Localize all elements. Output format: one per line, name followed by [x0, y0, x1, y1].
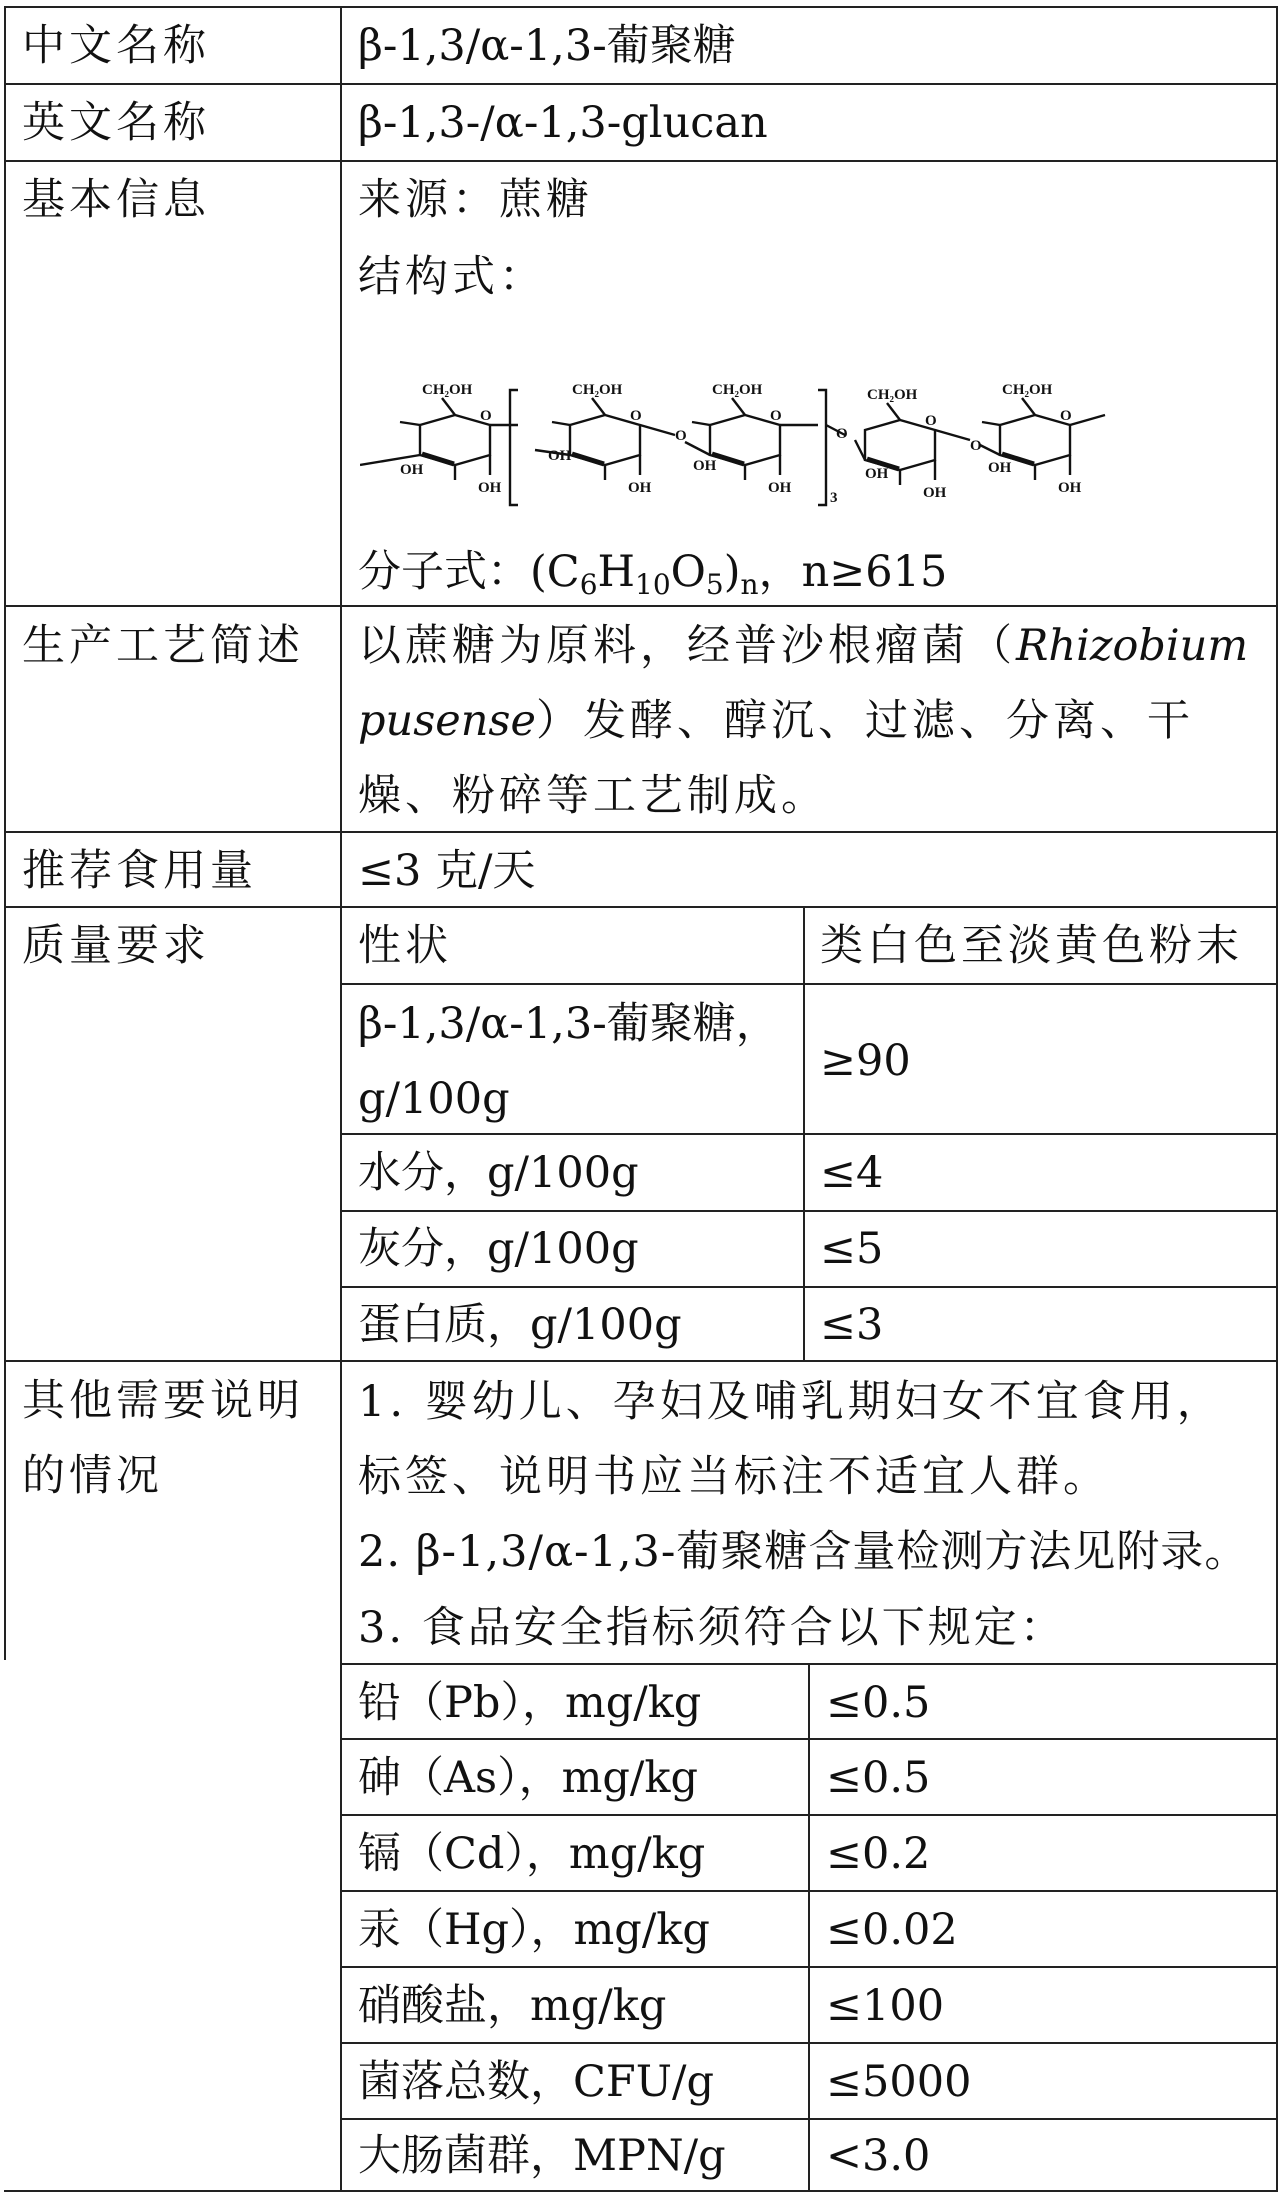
other-label-line2: 的情况	[22, 1451, 163, 1501]
quality-label: 质量要求	[22, 921, 210, 971]
quality-value: ≤3	[820, 1300, 884, 1350]
cn-name-value: β-1,3/α-1,3-葡聚糖	[358, 21, 736, 71]
process-label: 生产工艺简述	[22, 621, 304, 671]
formula-tail: ，n≥615	[758, 547, 948, 597]
ch2oh-label: CH₂OH	[1002, 382, 1053, 398]
rule-top	[4, 6, 1278, 8]
note-2: 2. β-1,3/α-1,3-葡聚糖含量检测方法见附录。	[358, 1527, 1249, 1577]
process-description	[358, 609, 1268, 834]
hydroxyl-label: OH	[548, 448, 572, 464]
ring-oxygen: O	[770, 408, 782, 424]
formula-prefix: 分子式：(C	[358, 547, 580, 597]
safety-value: ≤0.02	[826, 1905, 958, 1955]
ch2oh-label: CH₂OH	[712, 382, 763, 398]
quality-item: 性状	[358, 921, 452, 971]
info-label: 基本信息	[22, 175, 210, 225]
source-text: 来源：蔗糖	[358, 175, 593, 225]
quality-item: β-1,3/α-1,3-葡聚糖，	[358, 999, 779, 1049]
safety-item: 铅（Pb），mg/kg	[358, 1678, 702, 1728]
safety-item: 镉（Cd），mg/kg	[358, 1829, 706, 1879]
quality-item-unit: g/100g	[358, 1074, 510, 1124]
link-oxygen: O	[675, 428, 687, 444]
link-oxygen: O	[836, 426, 848, 442]
safety-item: 汞（Hg），mg/kg	[358, 1905, 710, 1955]
ch2oh-label: CH₂OH	[867, 387, 918, 403]
process-text-after: ）发酵、醇沉、过滤、分离、干燥、粉碎等工艺制成。	[358, 696, 1194, 821]
rule-safety-divider	[808, 1663, 810, 2192]
safety-item: 菌落总数，CFU/g	[358, 2057, 714, 2107]
ch2oh-label: CH₂OH	[572, 382, 623, 398]
hydroxyl-label: OH	[400, 462, 424, 478]
rule-q4	[340, 1286, 1278, 1288]
safety-value: <3.0	[826, 2131, 931, 2181]
safety-item: 硝酸盐，mg/kg	[358, 1981, 667, 2031]
formula-o-sub: 5	[705, 568, 724, 601]
safety-item: 大肠菌群，MPN/g	[358, 2131, 726, 2181]
cn-name-label: 中文名称	[22, 21, 210, 71]
quality-value: ≤5	[820, 1224, 884, 1274]
other-label-line1: 其他需要说明	[22, 1376, 304, 1426]
rule-left	[4, 6, 6, 1660]
safety-value: ≤0.5	[826, 1678, 931, 1728]
molecular-formula	[358, 548, 947, 609]
rule-q1	[340, 983, 1278, 985]
hydroxyl-label: OH	[988, 460, 1012, 476]
hydroxyl-label: OH	[1058, 480, 1082, 496]
organism-name: Rhizobium pusense	[358, 621, 1249, 746]
safety-value: ≤0.2	[826, 1829, 931, 1879]
ch2oh-label: CH₂OH	[422, 382, 473, 398]
rule-row1	[4, 83, 1278, 85]
rule-label-divider	[340, 6, 342, 2192]
hydroxyl-label: OH	[628, 480, 652, 496]
safety-item: 砷（As），mg/kg	[358, 1753, 698, 1803]
rule-bottom	[4, 2190, 1278, 2192]
intake-label: 推荐食用量	[22, 846, 257, 896]
en-name-label: 英文名称	[22, 98, 210, 148]
quality-value: 类白色至淡黄色粉末	[820, 921, 1243, 971]
hydroxyl-label: OH	[693, 458, 717, 474]
repeat-count: 3	[830, 490, 838, 506]
safety-value: ≤100	[826, 1981, 945, 2031]
hydroxyl-label: OH	[923, 485, 947, 501]
quality-item: 蛋白质，g/100g	[358, 1300, 682, 1350]
structural-formula	[360, 370, 1160, 520]
rule-quality-divider	[803, 906, 805, 1362]
rule-right	[1276, 6, 1278, 2192]
ring-oxygen: O	[1060, 408, 1072, 424]
rule-row5	[4, 906, 1278, 908]
intake-value: ≤3 克/天	[358, 846, 536, 896]
rule-row2	[4, 160, 1278, 162]
formula-n-sub: n	[740, 568, 759, 601]
quality-value: ≤4	[820, 1148, 884, 1198]
formula-close: )	[723, 547, 741, 597]
hydroxyl-label: OH	[768, 480, 792, 496]
safety-value: ≤0.5	[826, 1753, 931, 1803]
formula-h-sub: 10	[635, 568, 671, 601]
process-text-before: 以蔗糖为原料，经普沙根瘤菌（	[358, 621, 1016, 671]
note-3: 3. 食品安全指标须符合以下规定：	[358, 1603, 1066, 1653]
link-oxygen: O	[970, 438, 982, 454]
ring-oxygen: O	[630, 408, 642, 424]
formula-c-sub: 6	[579, 568, 598, 601]
rule-q2	[340, 1133, 1278, 1135]
rule-q3	[340, 1210, 1278, 1212]
safety-value: ≤5000	[826, 2057, 972, 2107]
quality-item: 灰分，g/100g	[358, 1224, 639, 1274]
formula-o: O	[670, 547, 706, 597]
rule-row6	[4, 1360, 1278, 1362]
hydroxyl-label: OH	[478, 480, 502, 496]
en-name-value: β-1,3-/α-1,3-glucan	[358, 98, 768, 148]
ring-oxygen: O	[480, 408, 492, 424]
quality-item: 水分，g/100g	[358, 1148, 639, 1198]
formula-h: H	[597, 547, 636, 597]
ring-oxygen: O	[925, 413, 937, 429]
hydroxyl-label: OH	[865, 466, 889, 482]
structure-label: 结构式：	[358, 252, 546, 302]
quality-value: ≥90	[820, 1036, 911, 1086]
note-1: 1. 婴幼儿、孕妇及哺乳期妇女不宜食用，标签、说明书应当标注不适宜人群。	[358, 1377, 1224, 1502]
